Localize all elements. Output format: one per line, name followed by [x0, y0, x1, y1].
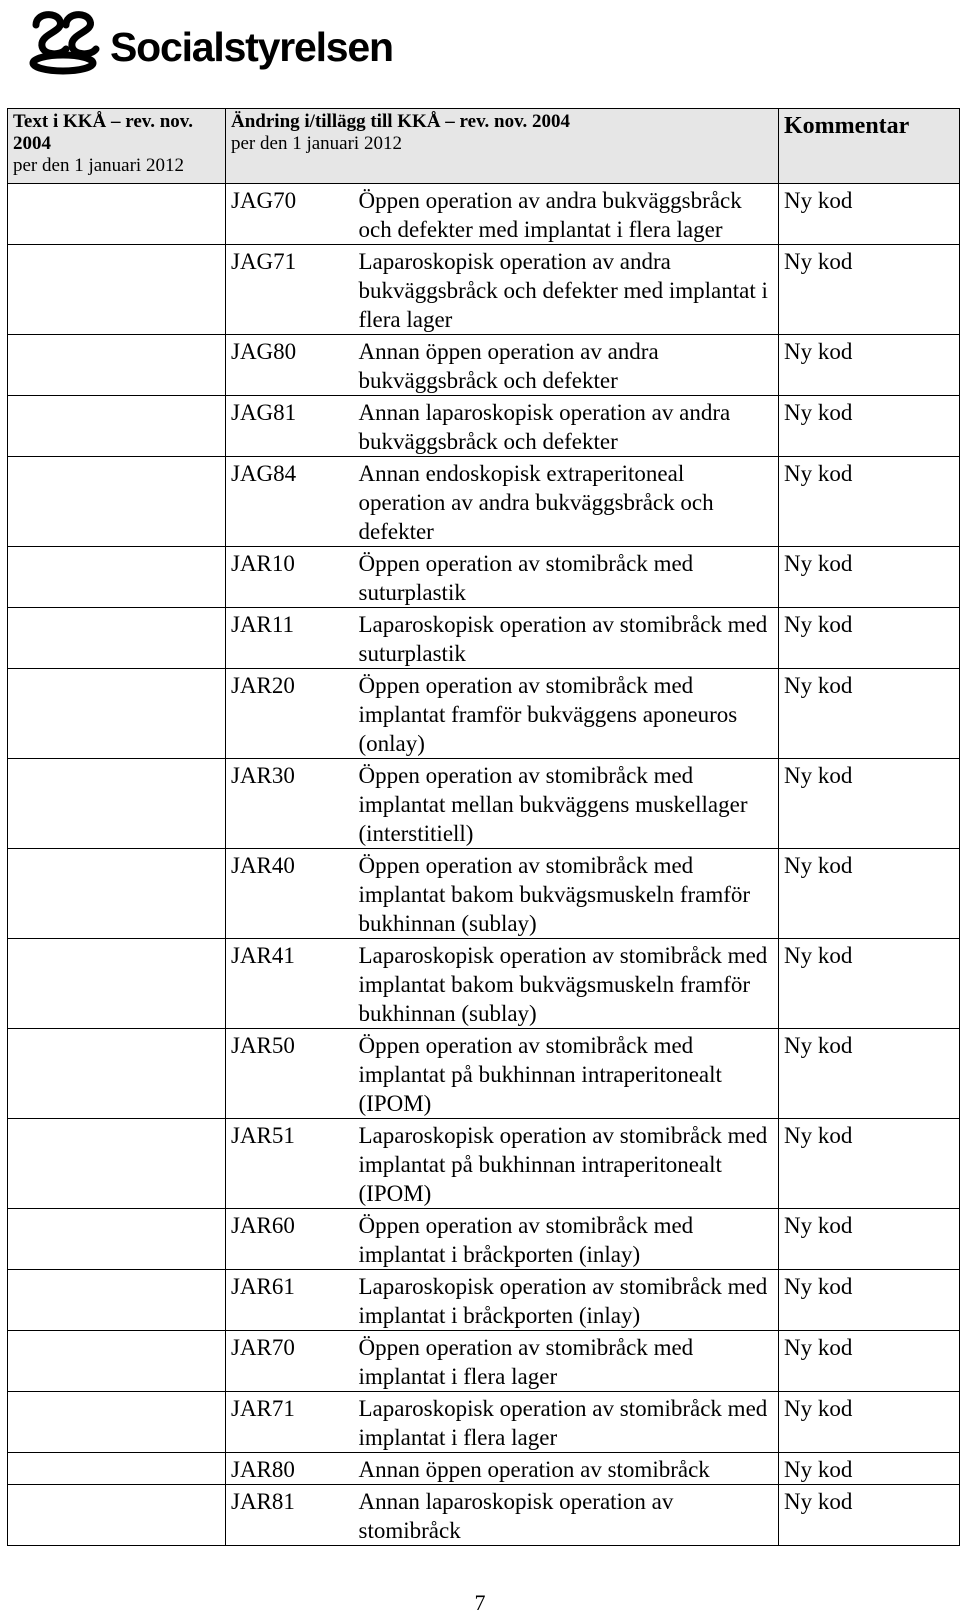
code-cell: JAG81	[226, 396, 359, 457]
original-text-cell	[8, 1270, 226, 1331]
description-cell: Öppen operation av andra bukväggsbråck och defekter med implantat i flera lager	[359, 184, 779, 245]
comment-cell: Ny kod	[779, 1331, 960, 1392]
code-cell: JAR50	[226, 1029, 359, 1119]
description-cell: Annan öppen operation av stomibråck	[359, 1453, 779, 1485]
comment-cell: Ny kod	[779, 1392, 960, 1453]
comment-cell: Ny kod	[779, 245, 960, 335]
code-cell: JAR51	[226, 1119, 359, 1209]
original-text-cell	[8, 669, 226, 759]
description-cell: Annan laparoskopisk operation av andra bukväggsbråck och defekter	[359, 396, 779, 457]
table-row	[8, 547, 960, 608]
code-cell: JAR71	[226, 1392, 359, 1453]
logo	[22, 4, 393, 80]
table-row	[8, 939, 960, 1029]
comment-cell: Ny kod	[779, 547, 960, 608]
code-cell: JAR41	[226, 939, 359, 1029]
table-row	[8, 1485, 960, 1546]
comment-cell: Ny kod	[779, 759, 960, 849]
description-cell: Öppen operation av stomibråck med implantat mellan bukväggens muskellager (interstitiell)	[359, 759, 779, 849]
comment-cell: Ny kod	[779, 1029, 960, 1119]
code-cell: JAG71	[226, 245, 359, 335]
code-cell: JAR60	[226, 1209, 359, 1270]
comment-cell: Ny kod	[779, 1119, 960, 1209]
table-row	[8, 759, 960, 849]
header-original-subtitle: per den 1 januari 2012	[13, 155, 184, 176]
comment-cell: Ny kod	[779, 1453, 960, 1485]
change-table	[7, 108, 960, 1546]
description-cell: Laparoskopisk operation av stomibråck med suturplastik	[359, 608, 779, 669]
original-text-cell	[8, 1209, 226, 1270]
code-cell: JAR61	[226, 1270, 359, 1331]
comment-cell: Ny kod	[779, 457, 960, 547]
page-number: 7	[474, 1590, 486, 1615]
code-cell: JAR70	[226, 1331, 359, 1392]
comment-cell: Ny kod	[779, 1209, 960, 1270]
table-row	[8, 849, 960, 939]
description-cell: Öppen operation av stomibråck med suturplastik	[359, 547, 779, 608]
table-row	[8, 1453, 960, 1485]
description-cell: Laparoskopisk operation av stomibråck med implantat i bråckporten (inlay)	[359, 1270, 779, 1331]
table-row	[8, 457, 960, 547]
original-text-cell	[8, 1331, 226, 1392]
original-text-cell	[8, 1029, 226, 1119]
original-text-cell	[8, 849, 226, 939]
description-cell: Annan laparoskopisk operation av stomibråck	[359, 1485, 779, 1546]
table-row	[8, 669, 960, 759]
code-cell: JAR30	[226, 759, 359, 849]
socialstyrelsen-emblem-icon	[22, 5, 104, 79]
original-text-cell	[8, 1453, 226, 1485]
description-cell: Öppen operation av stomibråck med implantat bakom bukvägsmuskeln framför bukhinnan (sublay)	[359, 849, 779, 939]
code-cell: JAR80	[226, 1453, 359, 1485]
original-text-cell	[8, 245, 226, 335]
table-row	[8, 1331, 960, 1392]
original-text-cell	[8, 939, 226, 1029]
original-text-cell	[8, 1485, 226, 1546]
comment-cell: Ny kod	[779, 1270, 960, 1331]
description-cell: Laparoskopisk operation av stomibråck med implantat bakom bukvägsmuskeln framför bukhinnan (sublay)	[359, 939, 779, 1029]
original-text-cell	[8, 608, 226, 669]
header-change	[226, 109, 779, 184]
original-text-cell	[8, 457, 226, 547]
original-text-cell	[8, 396, 226, 457]
header-original-title: Text i KKÅ – rev. nov. 2004	[13, 111, 193, 154]
table-row	[8, 608, 960, 669]
original-text-cell	[8, 184, 226, 245]
comment-cell: Ny kod	[779, 184, 960, 245]
header-original-text	[8, 109, 226, 184]
comment-cell: Ny kod	[779, 669, 960, 759]
header-change-title: Ändring i/tillägg till KKÅ – rev. nov. 2004	[231, 111, 571, 132]
table-header-row	[8, 109, 960, 184]
description-cell: Öppen operation av stomibråck med implantat i flera lager	[359, 1331, 779, 1392]
code-cell: JAG84	[226, 457, 359, 547]
comment-cell: Ny kod	[779, 608, 960, 669]
code-cell: JAG70	[226, 184, 359, 245]
comment-cell: Ny kod	[779, 335, 960, 396]
description-cell: Laparoskopisk operation av andra bukväggsbråck och defekter med implantat i flera lager	[359, 245, 779, 335]
table-row	[8, 396, 960, 457]
table-row	[8, 1029, 960, 1119]
original-text-cell	[8, 547, 226, 608]
original-text-cell	[8, 759, 226, 849]
table-row	[8, 1209, 960, 1270]
code-cell: JAR20	[226, 669, 359, 759]
code-cell: JAR11	[226, 608, 359, 669]
description-cell: Annan öppen operation av andra bukväggsbråck och defekter	[359, 335, 779, 396]
table-row	[8, 335, 960, 396]
description-cell: Annan endoskopisk extraperitoneal operation av andra bukväggsbråck och defekter	[359, 457, 779, 547]
code-cell: JAG80	[226, 335, 359, 396]
table-row	[8, 1119, 960, 1209]
table-row	[8, 1270, 960, 1331]
description-cell: Laparoskopisk operation av stomibråck med implantat i flera lager	[359, 1392, 779, 1453]
original-text-cell	[8, 1119, 226, 1209]
table-row	[8, 184, 960, 245]
header-comment: Kommentar	[779, 109, 960, 184]
table-row	[8, 1392, 960, 1453]
code-cell: JAR81	[226, 1485, 359, 1546]
comment-cell: Ny kod	[779, 1485, 960, 1546]
description-cell: Laparoskopisk operation av stomibråck med implantat på bukhinnan intraperitonealt (IPOM)	[359, 1119, 779, 1209]
table-row	[8, 245, 960, 335]
original-text-cell	[8, 1392, 226, 1453]
comment-cell: Ny kod	[779, 396, 960, 457]
code-cell: JAR40	[226, 849, 359, 939]
description-cell: Öppen operation av stomibråck med implantat på bukhinnan intraperitonealt (IPOM)	[359, 1029, 779, 1119]
logo-text: Socialstyrelsen	[110, 23, 393, 70]
comment-cell: Ny kod	[779, 939, 960, 1029]
header-change-subtitle: per den 1 januari 2012	[231, 133, 402, 154]
comment-cell: Ny kod	[779, 849, 960, 939]
description-cell: Öppen operation av stomibråck med implantat i bråckporten (inlay)	[359, 1209, 779, 1270]
original-text-cell	[8, 335, 226, 396]
description-cell: Öppen operation av stomibråck med implantat framför bukväggens aponeuros (onlay)	[359, 669, 779, 759]
code-cell: JAR10	[226, 547, 359, 608]
